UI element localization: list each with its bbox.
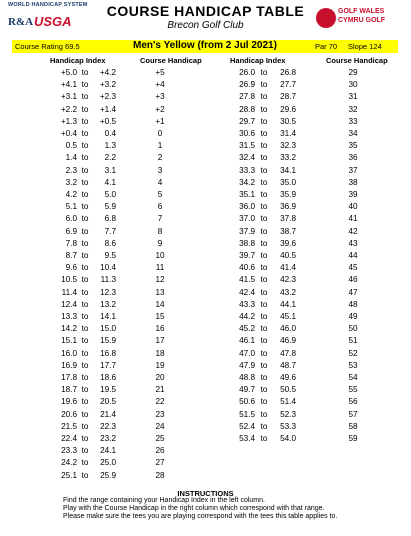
hi-low: 15.1 (61, 336, 77, 346)
usga-logo: USGA (34, 14, 72, 29)
course-handicap: 37 (348, 165, 358, 175)
course-handicap: 31 (348, 92, 358, 102)
hi-low: 7.8 (65, 238, 77, 248)
to-word: to (260, 421, 268, 431)
hi-low: +0.4 (60, 129, 77, 138)
to-word: to (81, 397, 89, 407)
hi-low: 37.0 (239, 214, 255, 224)
to-word: to (81, 68, 89, 77)
hi-high: 21.4 (100, 409, 116, 419)
hi-high: +2.3 (99, 92, 116, 102)
hi-high: 15.9 (100, 336, 116, 346)
to-word: to (81, 458, 89, 468)
hi-high: 4.1 (104, 177, 116, 187)
hi-low: 34.2 (239, 177, 255, 187)
to-word: to (81, 92, 89, 102)
course-handicap: 59 (348, 434, 358, 443)
hi-low: 50.6 (239, 397, 255, 407)
hi-low: 26.9 (239, 80, 255, 90)
hi-low: +1.3 (60, 116, 77, 126)
course-handicap: 32 (348, 104, 358, 114)
to-word: to (260, 80, 268, 90)
to-word: to (260, 299, 268, 309)
hi-low: 52.4 (239, 421, 255, 431)
hi-low: +2.2 (60, 104, 77, 114)
hi-high: 14.1 (100, 312, 116, 321)
hi-high: 9.5 (104, 251, 116, 260)
to-word: to (81, 141, 89, 151)
hi-high: 0.4 (104, 129, 116, 138)
course-handicap: 33 (348, 116, 358, 126)
hi-low: +3.1 (60, 92, 77, 102)
golf-cymru-logo (316, 8, 406, 36)
instructions-title: INSTRUCTIONS (177, 489, 234, 498)
hi-low: 1.4 (65, 153, 77, 163)
hi-low: 8.7 (65, 251, 77, 260)
hi-low: 42.4 (239, 287, 255, 297)
hi-high: 5.9 (104, 202, 116, 212)
course-handicap: 41 (348, 214, 358, 224)
course-handicap: 8 (157, 226, 163, 236)
course-handicap: 2 (157, 153, 163, 163)
course-handicap: 44 (348, 251, 358, 260)
hi-high: +0.5 (99, 116, 116, 126)
to-word: to (260, 165, 268, 175)
course-handicap: 38 (348, 177, 358, 187)
hi-low: 23.3 (61, 446, 77, 456)
to-word: to (81, 116, 89, 126)
course-handicap: 24 (155, 421, 165, 431)
hi-high: 20.5 (100, 397, 116, 407)
course-handicap: 34 (348, 129, 358, 138)
to-word: to (81, 80, 89, 90)
course-handicap: 14 (155, 299, 165, 309)
to-word: to (81, 153, 89, 163)
hi-high: 29.6 (280, 104, 296, 114)
course-handicap: +2 (155, 104, 165, 114)
to-word: to (260, 434, 268, 443)
hi-high: 24.1 (100, 446, 116, 456)
to-word: to (260, 214, 268, 224)
hi-low: 40.6 (239, 263, 255, 273)
course-handicap: 30 (348, 80, 358, 90)
hi-high: 46.9 (280, 336, 296, 346)
hi-high: 27.7 (280, 80, 296, 90)
course-handicap: 36 (348, 153, 358, 163)
hi-low: 4.2 (65, 190, 77, 199)
hi-high: 16.8 (100, 348, 116, 358)
course-handicap: 28 (155, 470, 165, 480)
course-handicap: 43 (348, 238, 358, 248)
hi-high: 38.7 (280, 226, 296, 236)
course-handicap: +5 (155, 68, 165, 77)
hi-high: 13.2 (100, 299, 116, 309)
to-word: to (260, 324, 268, 334)
to-word: to (81, 275, 89, 285)
hi-low: 32.4 (239, 153, 255, 163)
hi-high: 45.1 (280, 312, 296, 321)
hi-low: 16.9 (61, 360, 77, 370)
hi-low: 49.7 (239, 385, 255, 395)
course-handicap: 26 (155, 446, 165, 456)
hi-low: 24.2 (61, 458, 77, 468)
hi-high: 47.8 (280, 348, 296, 358)
course-handicap: 51 (348, 336, 358, 346)
to-word: to (260, 263, 268, 273)
hi-low: 22.4 (61, 434, 77, 443)
hi-low: 28.8 (239, 104, 255, 114)
left-ch-header: Course Handicap (140, 56, 202, 65)
course-handicap: 58 (348, 421, 358, 431)
to-word: to (81, 202, 89, 212)
to-word: to (81, 129, 89, 138)
hi-low: 43.3 (239, 299, 255, 309)
to-word: to (260, 287, 268, 297)
to-word: to (260, 141, 268, 151)
instruction-line: Play with the Course Handicap in the right column which correspond with that range. (63, 505, 325, 512)
hi-low: 53.4 (239, 434, 255, 443)
course-handicap: 4 (157, 177, 163, 187)
hi-low: 21.5 (61, 421, 77, 431)
hi-high: 22.3 (100, 421, 116, 431)
to-word: to (81, 373, 89, 382)
tee-info-bar (12, 40, 398, 53)
hi-low: 5.1 (65, 202, 77, 212)
gcw-golf: GOLF (338, 8, 358, 15)
course-handicap: 7 (157, 214, 163, 224)
hi-high: 28.7 (280, 92, 296, 102)
course-handicap: 55 (348, 385, 358, 395)
hi-low: 44.2 (239, 312, 255, 321)
hi-high: 23.2 (100, 434, 116, 443)
course-handicap: 47 (348, 287, 358, 297)
hi-low: 9.6 (65, 263, 77, 273)
course-handicap: 40 (348, 202, 358, 212)
to-word: to (81, 299, 89, 309)
course-handicap: 22 (155, 397, 165, 407)
course-handicap: 13 (155, 287, 165, 297)
to-word: to (260, 360, 268, 370)
to-word: to (260, 190, 268, 199)
to-word: to (81, 409, 89, 419)
hi-high: 5.0 (104, 190, 116, 199)
hi-high: 2.2 (104, 153, 116, 163)
course-handicap: 50 (348, 324, 358, 334)
to-word: to (260, 153, 268, 163)
course-handicap: 35 (348, 141, 358, 151)
course-handicap: 25 (155, 434, 165, 443)
hi-high: 12.3 (100, 287, 116, 297)
course-handicap: 11 (155, 263, 165, 273)
hi-low: 47.0 (239, 348, 255, 358)
course-handicap: 1 (157, 141, 163, 151)
hi-high: 48.7 (280, 360, 296, 370)
hi-high: 40.5 (280, 251, 296, 260)
hi-high: 39.6 (280, 238, 296, 248)
to-word: to (81, 190, 89, 199)
hi-high: 30.5 (280, 116, 296, 126)
course-handicap: 27 (155, 458, 165, 468)
course-handicap: 56 (348, 397, 358, 407)
course-handicap: 20 (155, 373, 165, 382)
hi-high: 11.3 (100, 275, 116, 285)
left-hi-header: Handicap Index (50, 56, 106, 65)
to-word: to (260, 129, 268, 138)
to-word: to (260, 312, 268, 321)
hi-low: 16.0 (61, 348, 77, 358)
to-word: to (260, 385, 268, 395)
hi-low: 2.3 (65, 165, 77, 175)
to-word: to (260, 226, 268, 236)
hi-low: 3.2 (65, 177, 77, 187)
to-word: to (81, 324, 89, 334)
to-word: to (81, 446, 89, 456)
course-handicap: 21 (155, 385, 165, 395)
course-handicap: 19 (155, 360, 165, 370)
hi-low: 18.7 (61, 385, 77, 395)
to-word: to (260, 275, 268, 285)
to-word: to (260, 238, 268, 248)
ra-logo: R&A (8, 16, 34, 28)
to-word: to (260, 92, 268, 102)
course-handicap: 16 (155, 324, 165, 334)
hi-low: 26.0 (239, 68, 255, 77)
hi-low: 25.1 (61, 470, 77, 480)
course-handicap: 10 (155, 251, 165, 260)
hi-high: 42.3 (280, 275, 296, 285)
hi-low: 30.6 (239, 129, 255, 138)
hi-low: 37.9 (239, 226, 255, 236)
hi-low: 13.3 (61, 312, 77, 321)
hi-high: 25.9 (100, 470, 116, 480)
tee-name: Men's Yellow (from 2 Jul 2021) (133, 40, 277, 51)
hi-low: 6.9 (65, 226, 77, 236)
hi-low: 14.2 (61, 324, 77, 334)
hi-high: 44.1 (280, 299, 296, 309)
course-handicap: 52 (348, 348, 358, 358)
par: Par 70 (315, 42, 338, 51)
course-handicap: +1 (155, 116, 165, 126)
hi-low: 35.1 (239, 190, 255, 199)
hi-high: 25.0 (100, 458, 116, 468)
hi-high: 31.4 (280, 129, 296, 138)
hi-low: 0.5 (65, 141, 77, 151)
hi-high: 32.3 (280, 141, 296, 151)
hi-high: 50.5 (280, 385, 296, 395)
header (0, 0, 411, 40)
to-word: to (81, 214, 89, 224)
course-handicap: 0 (157, 129, 163, 138)
course-handicap: 42 (348, 226, 358, 236)
club-name: Brecon Golf Club (167, 20, 244, 31)
hi-high: 8.6 (104, 238, 116, 248)
dragon-icon (316, 8, 336, 28)
to-word: to (81, 360, 89, 370)
to-word: to (260, 397, 268, 407)
to-word: to (81, 312, 89, 321)
course-handicap: 5 (157, 190, 163, 199)
hi-high: 35.0 (280, 177, 296, 187)
gcw-golf2: GOLF (365, 17, 386, 24)
hi-high: 52.3 (280, 409, 296, 419)
hi-high: 41.4 (280, 263, 296, 273)
course-handicap: 18 (155, 348, 165, 358)
hi-high: 6.8 (104, 214, 116, 224)
hi-high: 19.5 (100, 385, 116, 395)
hi-low: 39.7 (239, 251, 255, 260)
course-handicap: 49 (348, 312, 358, 321)
hi-high: 33.2 (280, 153, 296, 163)
hi-low: 29.7 (239, 116, 255, 126)
to-word: to (81, 434, 89, 443)
hi-high: 10.4 (100, 263, 116, 273)
to-word: to (81, 226, 89, 236)
hi-high: 43.2 (280, 287, 296, 297)
right-ch-header: Course Handicap (326, 56, 388, 65)
to-word: to (81, 421, 89, 431)
to-word: to (81, 385, 89, 395)
hi-low: 51.5 (239, 409, 255, 419)
to-word: to (81, 238, 89, 248)
hi-low: 19.6 (61, 397, 77, 407)
to-word: to (260, 336, 268, 346)
slope: Slope 124 (348, 42, 382, 51)
hi-high: +1.4 (99, 104, 116, 114)
to-word: to (260, 177, 268, 187)
hi-high: 35.9 (280, 190, 296, 199)
course-handicap: 54 (348, 373, 358, 382)
to-word: to (81, 263, 89, 273)
hi-low: 17.8 (61, 373, 77, 382)
hi-low: +5.0 (60, 68, 77, 77)
to-word: to (81, 470, 89, 480)
to-word: to (260, 68, 268, 77)
hi-high: 3.1 (104, 165, 116, 175)
to-word: to (81, 251, 89, 260)
hi-high: 7.7 (104, 226, 116, 236)
hi-low: 12.4 (61, 299, 77, 309)
hi-low: 33.3 (239, 165, 255, 175)
course-handicap: 17 (155, 336, 165, 346)
hi-low: 6.0 (65, 214, 77, 224)
to-word: to (260, 348, 268, 358)
hi-high: 36.9 (280, 202, 296, 212)
hi-high: 49.6 (280, 373, 296, 382)
course-handicap: 46 (348, 275, 358, 285)
hi-low: 45.2 (239, 324, 255, 334)
course-handicap: 57 (348, 409, 358, 419)
hi-low: 41.5 (239, 275, 255, 285)
page-title: COURSE HANDICAP TABLE (106, 3, 305, 19)
course-handicap: 3 (157, 165, 163, 175)
hi-high: +4.2 (99, 68, 116, 77)
course-handicap: 6 (157, 202, 163, 212)
course-handicap: 9 (157, 238, 163, 248)
hi-high: 34.1 (280, 165, 296, 175)
to-word: to (260, 373, 268, 382)
instruction-line: Find the range containing your Handicap Index in the left column. (63, 497, 265, 504)
instruction-line: Please make sure the tees you are playing correspond with the tees this table applies to. (63, 513, 338, 520)
hi-high: 53.3 (280, 421, 296, 431)
to-word: to (260, 409, 268, 419)
to-word: to (81, 104, 89, 114)
course-rating: Course Rating 69.5 (15, 42, 80, 51)
to-word: to (260, 251, 268, 260)
course-handicap: 45 (348, 263, 358, 273)
hi-low: 48.8 (239, 373, 255, 382)
course-handicap: 53 (348, 360, 358, 370)
to-word: to (81, 165, 89, 175)
course-handicap: +3 (155, 92, 165, 102)
hi-low: 31.5 (239, 141, 255, 151)
to-word: to (260, 104, 268, 114)
course-handicap: 39 (348, 190, 358, 199)
hi-high: 51.4 (280, 397, 296, 407)
to-word: to (81, 336, 89, 346)
hi-low: 27.8 (239, 92, 255, 102)
hi-low: 46.1 (239, 336, 255, 346)
to-word: to (81, 348, 89, 358)
hi-low: +4.1 (60, 80, 77, 90)
right-hi-header: Handicap Index (230, 56, 286, 65)
hi-high: 54.0 (280, 434, 296, 443)
hi-high: 18.6 (100, 373, 116, 382)
hi-high: +3.2 (99, 80, 116, 90)
hi-high: 17.7 (100, 360, 116, 370)
hi-low: 47.9 (239, 360, 255, 370)
hi-high: 15.0 (100, 324, 116, 334)
hi-low: 11.4 (61, 287, 77, 297)
to-word: to (81, 287, 89, 297)
gcw-wales: WALES (359, 8, 385, 15)
course-handicap: 29 (348, 68, 358, 77)
course-handicap: +4 (155, 80, 165, 90)
course-handicap: 23 (155, 409, 165, 419)
hi-high: 26.8 (280, 68, 296, 77)
to-word: to (260, 116, 268, 126)
hi-high: 46.0 (280, 324, 296, 334)
gcw-cymru: CYMRU (338, 17, 364, 24)
hi-low: 20.6 (61, 409, 77, 419)
hi-low: 38.8 (239, 238, 255, 248)
course-handicap: 12 (155, 275, 165, 285)
to-word: to (260, 202, 268, 212)
hi-low: 36.0 (239, 202, 255, 212)
hi-high: 1.3 (104, 141, 116, 151)
whs-text: WORLD HANDICAP SYSTEM (8, 2, 88, 8)
to-word: to (81, 177, 89, 187)
hi-low: 10.5 (61, 275, 77, 285)
hi-high: 37.8 (280, 214, 296, 224)
course-handicap: 15 (155, 312, 165, 321)
course-handicap: 48 (348, 299, 358, 309)
